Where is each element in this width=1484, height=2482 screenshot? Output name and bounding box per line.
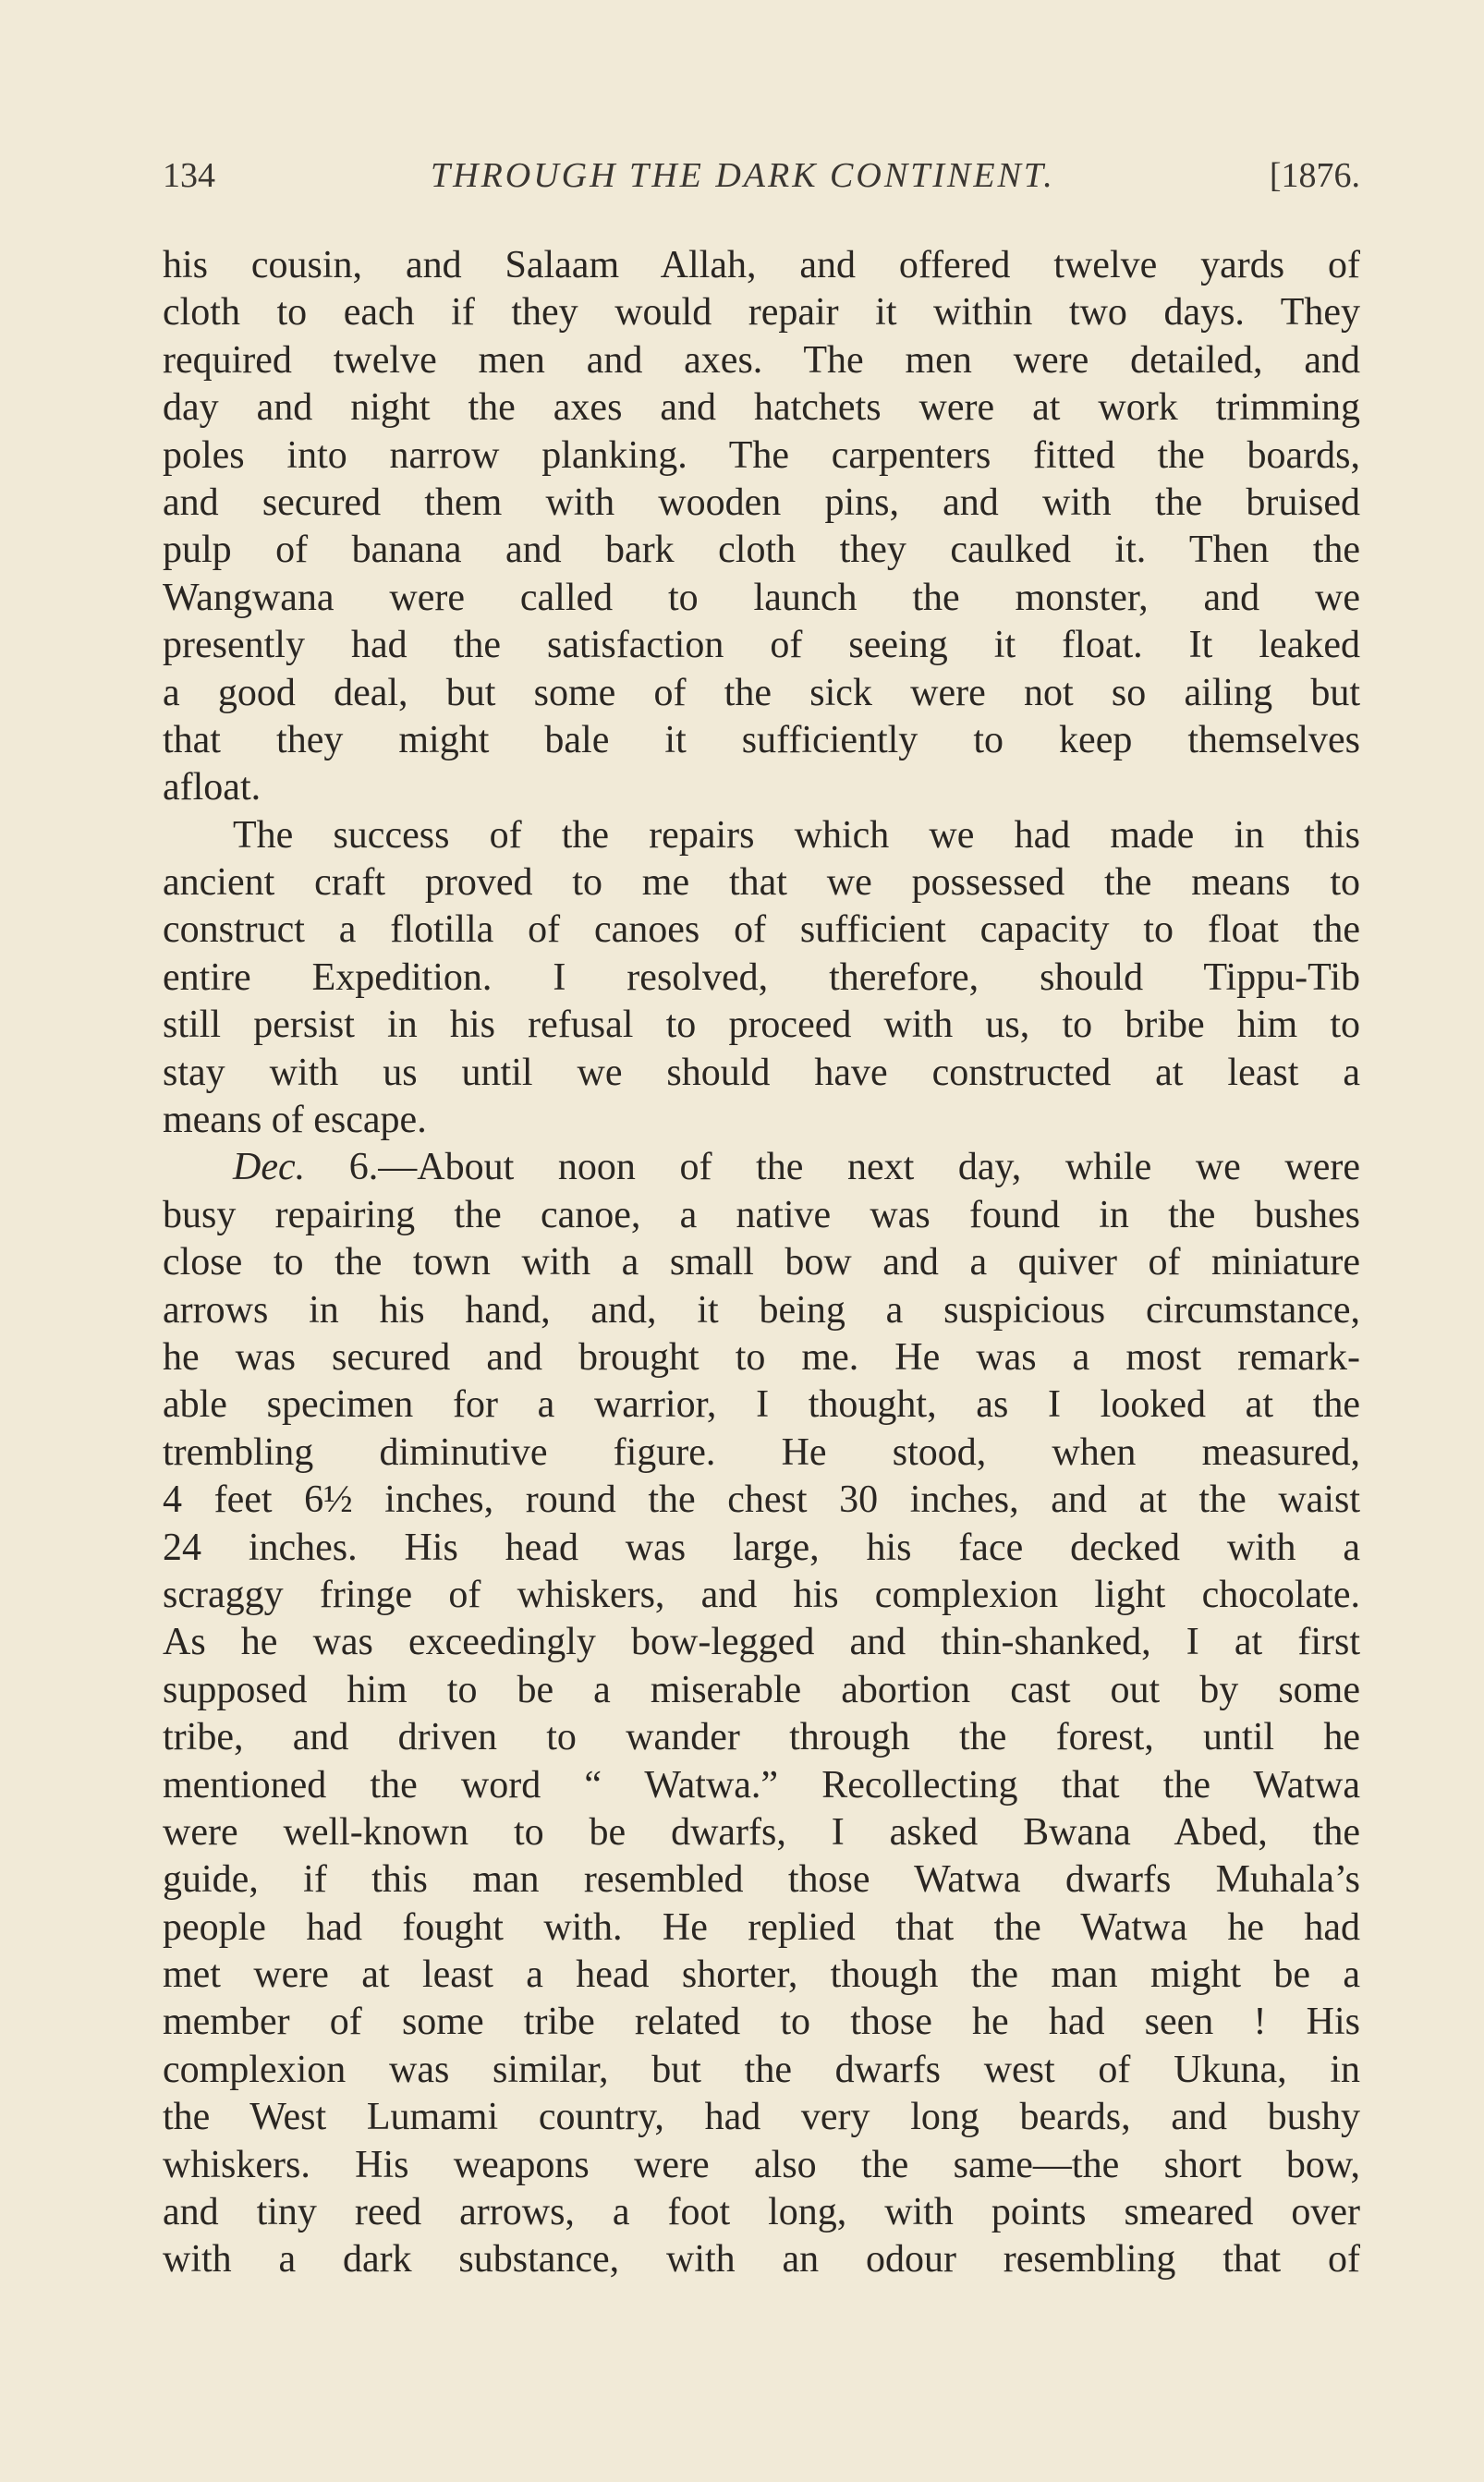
text-line: he was secured and brought to me. He was a most remark- (163, 1335, 1360, 1379)
text-line: stay with us until we should have constructed at least a (163, 1051, 1360, 1094)
text-line: and tiny reed arrows, a foot long, with points smeared over (163, 2191, 1360, 2234)
date-marker: Dec. (233, 1146, 306, 1189)
text-line: mentioned the word “ Watwa.” Recollecting that the Watwa (163, 1763, 1360, 1807)
text-line: 4 feet 6½ inches, round the chest 30 inches, and at the waist (163, 1478, 1360, 1522)
text-line: trembling diminutive figure. He stood, when measured, (163, 1430, 1360, 1474)
body-text (163, 242, 1360, 2284)
text-line: The success of the repairs which we had made in this (233, 813, 1360, 857)
text-line: complexion was similar, but the dwarfs west of Ukuna, in (163, 2048, 1360, 2091)
text-line: the West Lumami country, had very long beards, and bushy (163, 2096, 1360, 2139)
text-line: Wangwana were called to launch the monster, and we (163, 576, 1360, 619)
text-line: still persist in his refusal to proceed with us, to bribe him to (163, 1004, 1360, 1047)
text-line: means of escape. (163, 1099, 427, 1142)
text-line: a good deal, but some of the sick were not so ailing but (163, 671, 1360, 714)
text-line: member of some tribe related to those he had seen ! His (163, 2001, 1360, 2044)
text-line: scraggy fringe of whiskers, and his complexion light chocolate. (163, 1573, 1360, 1616)
text-line: required twelve men and axes. The men were detailed, and (163, 338, 1360, 382)
text-line: and secured them with wooden pins, and with the bruised (163, 481, 1360, 524)
text-line: busy repairing the canoe, a native was found in the bushes (163, 1193, 1360, 1236)
text-line: 24 inches. His head was large, his face decked with a (163, 1526, 1360, 1569)
text-line: afloat. (163, 766, 262, 809)
text-line: Dec. 6.—About noon of the next day, while we were (233, 1146, 1360, 1189)
text-line: arrows in his hand, and, it being a suspicious circumstance, (163, 1288, 1360, 1332)
text-line: pulp of banana and bark cloth they caulked it. Then the (163, 529, 1360, 572)
text-line: tribe, and driven to wander through the forest, until he (163, 1716, 1360, 1759)
text-line: met were at least a head shorter, though the man might be a (163, 1953, 1360, 1997)
running-title: THROUGH THE DARK CONTINENT. (431, 156, 1055, 195)
year-mark: [1876. (1269, 156, 1360, 195)
text-line: whiskers. His weapons were also the same—the short bow, (163, 2143, 1360, 2186)
text-line: close to the town with a small bow and a quiver of miniature (163, 1241, 1360, 1284)
text-line: with a dark substance, with an odour resembling that of (163, 2238, 1360, 2281)
text-line: poles into narrow planking. The carpenters fitted the boards, (163, 433, 1360, 477)
text-line: people had fought with. He replied that the Watwa he had (163, 1905, 1360, 1949)
running-header (163, 155, 1360, 211)
text-line: supposed him to be a miserable abortion cast out by some (163, 1668, 1360, 1711)
text-line: able specimen for a warrior, I thought, as I looked at the (163, 1383, 1360, 1427)
text-line: guide, if this man resembled those Watwa dwarfs Muhala’s (163, 1858, 1360, 1902)
text-line: day and night the axes and hatchets were at work trimming (163, 386, 1360, 430)
text-line: ancient craft proved to me that we possessed the means to (163, 861, 1360, 905)
text-line: that they might bale it sufficiently to keep themselves (163, 718, 1360, 761)
text-line: were well-known to be dwarfs, I asked Bwana Abed, the (163, 1810, 1360, 1854)
text-line: his cousin, and Salaam Allah, and offered twelve yards of (163, 244, 1360, 286)
text-line: As he was exceedingly bow-legged and thin-shanked, I at first (163, 1621, 1360, 1664)
page-number: 134 (163, 156, 215, 195)
text-line: cloth to each if they would repair it within two days. They (163, 291, 1360, 335)
text-line: construct a flotilla of canoes of sufficient capacity to float the (163, 908, 1360, 952)
text-line: presently had the satisfaction of seeing it float. It leaked (163, 624, 1360, 667)
text-line: entire Expedition. I resolved, therefore, should Tippu-Tib (163, 955, 1360, 999)
